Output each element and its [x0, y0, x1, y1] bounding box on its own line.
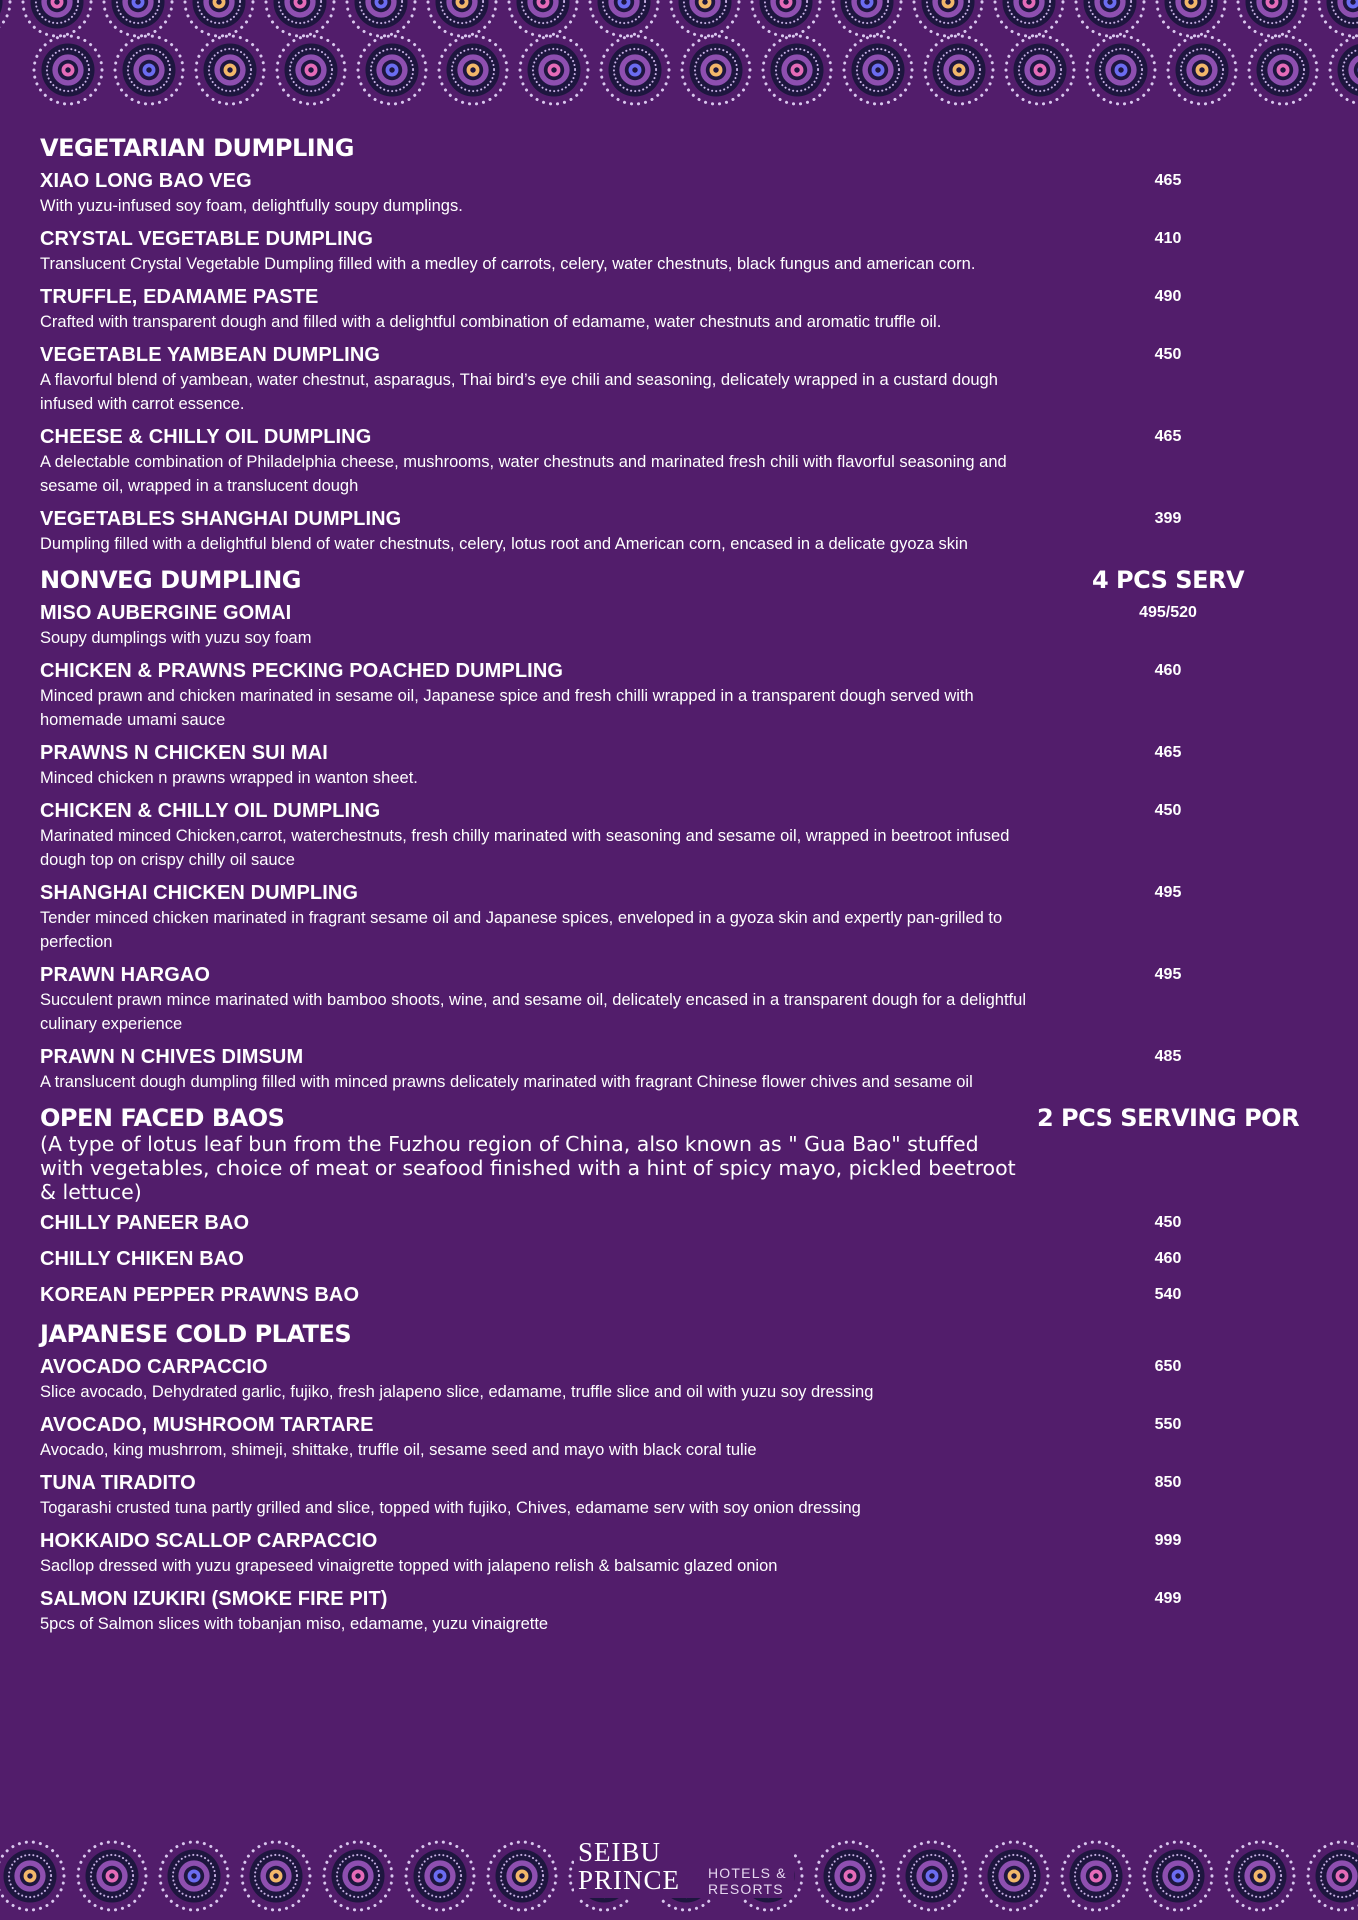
menu-item — [40, 1586, 1340, 1636]
item-description: Dumpling filled with a delightful blend of water chestnuts, celery, lotus root and American corn, encased in a delicate gyoza skin — [40, 535, 968, 553]
menu-section — [40, 1102, 1340, 1308]
item-price: 485 — [1154, 1048, 1182, 1065]
item-price: 499 — [1154, 1590, 1182, 1607]
item-description: Succulent prawn mince marinated with bamboo shoots, wine, and sesame oil, delicately encased in a transparent dough for a delightful culinary experience — [40, 991, 1026, 1033]
item-name: CHEESE & CHILLY OIL DUMPLING — [40, 426, 372, 448]
medallion-icon — [925, 36, 993, 104]
item-name: SHANGHAI CHICKEN DUMPLING — [40, 882, 359, 904]
item-price: 999 — [1154, 1532, 1182, 1549]
medallion-icon — [0, 0, 10, 36]
medallion-icon — [601, 36, 669, 104]
medallion-icon — [1087, 36, 1155, 104]
medallion-icon — [1330, 36, 1358, 104]
menu-item — [40, 740, 1340, 790]
medallion-icon — [439, 36, 507, 104]
logo-word-prince: PRINCE — [578, 1865, 681, 1895]
serving-size-label: 2 PCS SERVING POR — [1036, 1104, 1300, 1132]
brand-logo — [574, 1838, 794, 1898]
item-name: VEGETABLES SHANGHAI DUMPLING — [40, 508, 402, 530]
section-header — [40, 1318, 1340, 1354]
medallion-icon — [1157, 0, 1225, 36]
medallion-icon — [160, 1842, 228, 1910]
medallion-icon — [520, 36, 588, 104]
item-price: 490 — [1154, 288, 1182, 305]
item-name: HOKKAIDO SCALLOP CARPACCIO — [40, 1530, 378, 1552]
item-price: 495 — [1154, 884, 1182, 901]
item-name: PRAWNS N CHICKEN SUI MAI — [40, 742, 328, 764]
item-description: Tender minced chicken marinated in fragrant sesame oil and Japanese spices, enveloped in a gyoza skin and expertly pan-grilled to perfection — [40, 909, 1003, 951]
item-description: Slice avocado, Dehydrated garlic, fujiko, fresh jalapeno slice, edamame, truffle slice and oil with yuzu soy dressing — [40, 1383, 874, 1401]
item-description: Marinated minced Chicken,carrot, waterchestnuts, fresh chilly marinated with seasoning and sesame oil, wrapped in beetroot infused dough top on crispy chilly oil sauce — [40, 827, 1010, 869]
section-title: OPEN FACED BAOS — [40, 1104, 285, 1132]
medallion-icon — [590, 0, 658, 36]
medallion-icon — [406, 1842, 474, 1910]
medallion-icon — [266, 0, 334, 36]
item-description: Crafted with transparent dough and filled with a delightful combination of edamame, water chestnuts and aromatic truffle oil. — [40, 313, 942, 331]
medallion-icon — [1319, 0, 1358, 36]
medallion-icon — [428, 0, 496, 36]
medallion-icon — [763, 36, 831, 104]
item-price: 465 — [1154, 172, 1182, 189]
logo-word-seibu: SEIBU — [578, 1837, 662, 1867]
medallion-icon — [1006, 36, 1074, 104]
item-name: XIAO LONG BAO VEG — [40, 170, 252, 192]
item-name: MISO AUBERGINE GOMAI — [40, 602, 292, 624]
menu-section — [40, 132, 1340, 556]
menu-item — [40, 1282, 1340, 1308]
item-price: 450 — [1154, 1214, 1182, 1231]
menu-item — [40, 1246, 1340, 1272]
medallion-icon — [1062, 1842, 1130, 1910]
menu-item — [40, 1412, 1340, 1462]
menu-item — [40, 658, 1340, 732]
menu-list — [40, 132, 1340, 1644]
item-description: Sacllop dressed with yuzu grapeseed vinaigrette topped with jalapeno relish & balsamic glazed onion — [40, 1557, 778, 1575]
medallion-icon — [324, 1842, 392, 1910]
medallion-icon — [898, 1842, 966, 1910]
section-description: (A type of lotus leaf bun from the Fuzhou region of China, also known as " Gua Bao" stuffed with vegetables, choice of meat or seafood finished with a hint of spicy mayo, pickled beetroot & lettuce) — [40, 1132, 1016, 1204]
medallion-icon — [488, 1842, 556, 1910]
item-price: 495 — [1154, 966, 1182, 983]
medallion-icon — [1238, 0, 1306, 36]
item-price: 465 — [1154, 744, 1182, 761]
medallion-icon — [1144, 1842, 1212, 1910]
item-name: TRUFFLE, EDAMAME PASTE — [40, 286, 319, 308]
medallion-icon — [833, 0, 901, 36]
medallion-icon — [1076, 0, 1144, 36]
menu-item — [40, 1470, 1340, 1520]
item-description: Translucent Crystal Vegetable Dumpling filled with a medley of carrots, celery, water chestnuts, black fungus and american corn. — [40, 255, 976, 273]
item-name: CHICKEN & PRAWNS PECKING POACHED DUMPLING — [40, 660, 564, 682]
medallion-icon — [980, 1842, 1048, 1910]
item-description: With yuzu-infused soy foam, delightfully soupy dumplings. — [40, 197, 463, 215]
menu-item — [40, 880, 1340, 954]
item-price: 399 — [1154, 510, 1182, 527]
medallion-icon — [23, 0, 91, 36]
circle-pattern-top — [0, 0, 1358, 112]
item-name: SALMON IZUKIRI (SMOKE FIRE PIT) — [40, 1588, 388, 1610]
menu-item — [40, 342, 1340, 416]
item-price: 650 — [1154, 1358, 1182, 1375]
menu-section — [40, 564, 1340, 1094]
menu-item — [40, 600, 1340, 650]
item-price: 460 — [1154, 662, 1182, 679]
medallion-icon — [682, 36, 750, 104]
medallion-icon — [995, 0, 1063, 36]
menu-item — [40, 226, 1340, 276]
medallion-icon — [1168, 36, 1236, 104]
medallion-icon — [104, 0, 172, 36]
menu-item — [40, 284, 1340, 334]
medallion-icon — [914, 0, 982, 36]
item-name: CHILLY CHIKEN BAO — [40, 1248, 244, 1270]
menu-item — [40, 1044, 1340, 1094]
medallion-icon — [752, 0, 820, 36]
menu-item — [40, 1528, 1340, 1578]
section-title: JAPANESE COLD PLATES — [40, 1320, 352, 1348]
item-description: Soupy dumplings with yuzu soy foam — [40, 629, 312, 647]
medallion-icon — [1249, 36, 1317, 104]
item-name: AVOCADO, MUSHROOM TARTARE — [40, 1414, 374, 1436]
item-price: 850 — [1154, 1474, 1182, 1491]
medallion-icon — [358, 36, 426, 104]
medallion-icon — [34, 36, 102, 104]
item-description: A flavorful blend of yambean, water chestnut, asparagus, Thai bird’s eye chili and seasoning, delicately wrapped in a custard dough infused with carrot essence. — [40, 371, 998, 413]
item-name: PRAWN HARGAO — [40, 964, 211, 986]
medallion-icon — [1308, 1842, 1358, 1910]
item-name: VEGETABLE YAMBEAN DUMPLING — [40, 344, 381, 366]
medallion-icon — [347, 0, 415, 36]
medallion-icon — [1226, 1842, 1294, 1910]
item-name: CRYSTAL VEGETABLE DUMPLING — [40, 228, 373, 250]
section-header — [40, 564, 1340, 600]
item-name: KOREAN PEPPER PRAWNS BAO — [40, 1284, 360, 1306]
section-header — [40, 1102, 1340, 1138]
menu-item — [40, 424, 1340, 498]
item-price: 450 — [1154, 346, 1182, 363]
item-name: CHICKEN & CHILLY OIL DUMPLING — [40, 800, 381, 822]
menu-item — [40, 506, 1340, 556]
medallion-icon — [671, 0, 739, 36]
menu-item — [40, 168, 1340, 218]
item-price: 550 — [1154, 1416, 1182, 1433]
item-description: A translucent dough dumpling filled with minced prawns delicately marinated with fragrant Chinese flower chives and sesame oil — [40, 1073, 973, 1091]
item-price: 540 — [1154, 1286, 1182, 1303]
item-price: 495/520 — [1139, 604, 1197, 621]
medallion-icon — [242, 1842, 310, 1910]
item-description: 5pcs of Salmon slices with tobanjan miso, edamame, yuzu vinaigrette — [40, 1615, 549, 1633]
medallion-icon — [196, 36, 264, 104]
medallion-icon — [0, 1842, 64, 1910]
item-name: TUNA TIRADITO — [40, 1472, 196, 1494]
menu-item — [40, 1210, 1340, 1236]
medallion-icon — [277, 36, 345, 104]
item-name: CHILLY PANEER BAO — [40, 1212, 250, 1234]
item-description: Togarashi crusted tuna partly grilled and slice, topped with fujiko, Chives, edamame serv with soy onion dressing — [40, 1499, 861, 1517]
item-description: A delectable combination of Philadelphia cheese, mushrooms, water chestnuts and marinated fresh chili with flavorful seasoning and sesame oil, wrapped in a translucent dough — [40, 453, 1007, 495]
top-decorative-border — [0, 0, 1358, 112]
item-description: Avocado, king mushrrom, shimeji, shittake, truffle oil, sesame seed and mayo with black coral tulie — [40, 1441, 757, 1459]
item-name: PRAWN N CHIVES DIMSUM — [40, 1046, 304, 1068]
item-description: Minced chicken n prawns wrapped in wanton sheet. — [40, 769, 418, 787]
medallion-icon — [816, 1842, 884, 1910]
medallion-icon — [115, 36, 183, 104]
item-price: 410 — [1154, 230, 1182, 247]
menu-item — [40, 798, 1340, 872]
menu-item — [40, 962, 1340, 1036]
medallion-icon — [844, 36, 912, 104]
logo-sub-hotels: HOTELS & — [708, 1865, 787, 1881]
menu-section — [40, 1318, 1340, 1636]
item-name: AVOCADO CARPACCIO — [40, 1356, 268, 1378]
section-header — [40, 132, 1340, 168]
section-title: VEGETARIAN DUMPLING — [40, 134, 354, 162]
item-price: 450 — [1154, 802, 1182, 819]
serving-size-label: 4 PCS SERV — [1091, 566, 1245, 594]
medallion-icon — [78, 1842, 146, 1910]
menu-item — [40, 1354, 1340, 1404]
medallion-icon — [185, 0, 253, 36]
item-description: Minced prawn and chicken marinated in sesame oil, Japanese spice and fresh chilli wrapped in a transparent dough served with homemade umami sauce — [40, 687, 974, 729]
medallion-icon — [509, 0, 577, 36]
item-price: 460 — [1154, 1250, 1182, 1267]
logo-sub-resorts: RESORTS — [708, 1881, 784, 1897]
item-price: 465 — [1154, 428, 1182, 445]
section-title: NONVEG DUMPLING — [40, 566, 301, 594]
